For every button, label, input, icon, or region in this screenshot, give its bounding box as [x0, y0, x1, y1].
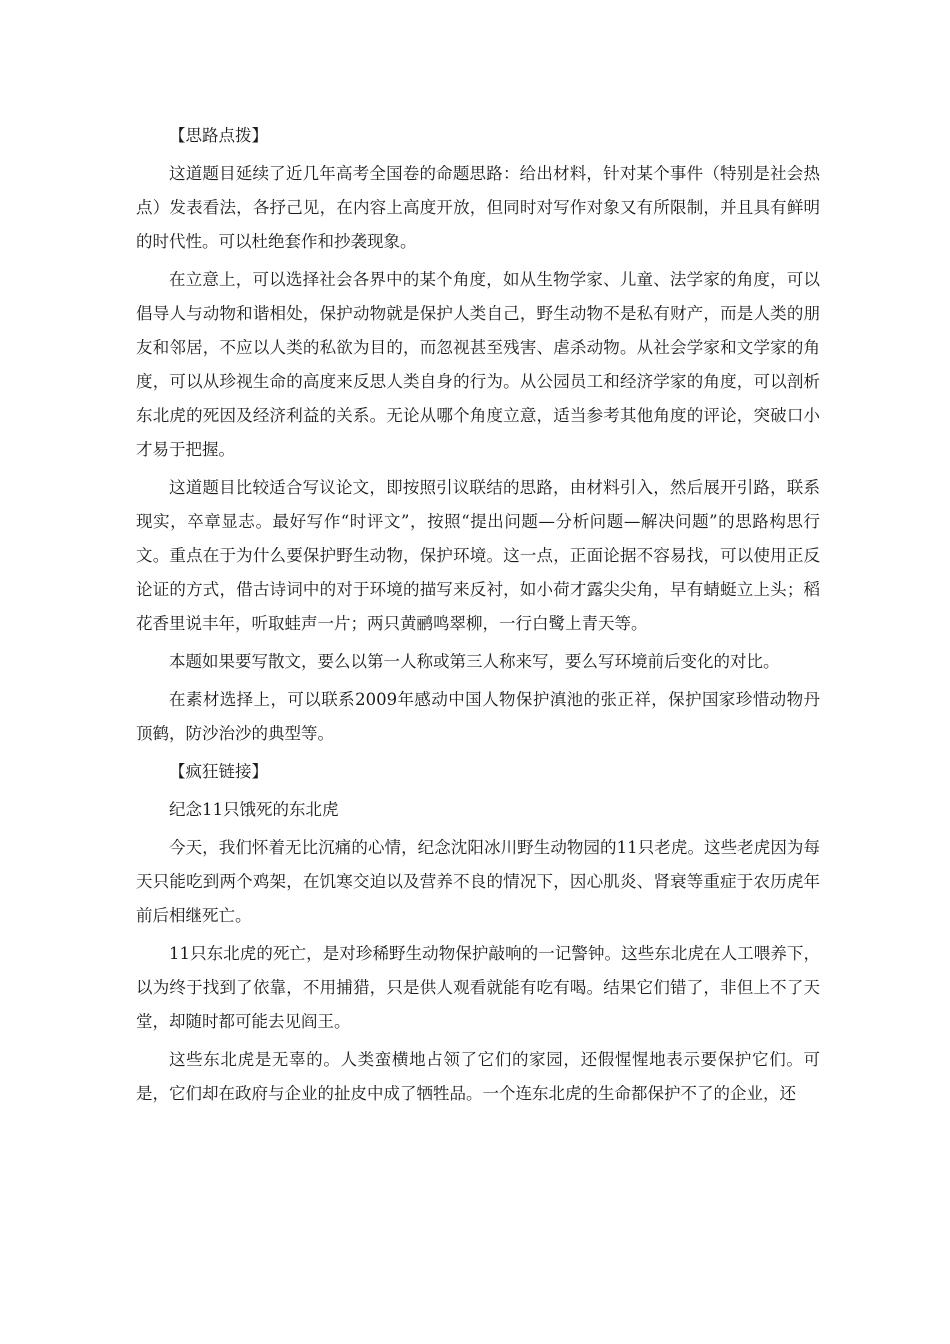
paragraph: 本题如果要写散文，要么以第一人称或第三人称来写，要么写环境前后变化的对比。: [169, 652, 780, 671]
paragraph: 在立意上，可以选择社会各界中的某个角度，如从生物学家、儿童、法学家的角度，可以倡导人与动物和谐相处，保护动物就是保护人类自己，野生动物不是私有财产，而是人类的朋友和邻居，不应以人类的私欲为目的，而忽视甚至残害、虐杀动物。从社会学家和文学家的角度，可以从珍视生命的高度来反思人类自身的行为。从公园员工和经济学家的角度，可以剖析东北虎的死因及经济利益的关系。无论从哪个角度立意，适当参考其他角度的评论，突破口小才易于把握。: [136, 270, 820, 459]
paragraph: 在素材选择上，可以联系2009年感动中国人物保护滇池的张正祥，保护国家珍惜动物丹顶鹤，防沙治沙的典型等。: [136, 690, 820, 743]
section-heading-thinking-tips: 【思路点拨】: [169, 126, 268, 145]
paragraph: 这道题目比较适合写议论文，即按照引议联结的思路，由材料引入，然后展开引路，联系现实，卒章显志。最好写作“时评文”，按照“提出问题—分析问题—解决问题”的思路构思行文。重点在于为什么要保护野生动物，保护环境。这一点，正面论据不容易找，可以使用正反论证的方式，借古诗词中的对于环境的描写来反衬，如小荷才露尖尖角，早有蜻蜓立上头；稻花香里说丰年，听取蛙声一片；两只黄鹂鸣翠柳，一行白鹭上青天等。: [136, 478, 820, 633]
paragraph: 这道题目延续了近几年高考全国卷的命题思路：给出材料，针对某个事件（特别是社会热点）发表看法，各抒己见，在内容上高度开放，但同时对写作对象又有所限制，并且具有鲜明的时代性。可以杜绝套作和抄袭现象。: [136, 164, 820, 251]
paragraph: 今天，我们怀着无比沉痛的心情，纪念沈阳冰川野生动物园的11只老虎。这些老虎因为每天只能吃到两个鸡架，在饥寒交迫以及营养不良的情况下，因心肌炎、肾衰等重症于农历虎年前后相继死亡。: [136, 838, 820, 925]
document-body: [136, 119, 820, 1115]
section-heading-crazy-links: 【疯狂链接】: [169, 762, 268, 781]
paragraph: 这些东北虎是无辜的。人类蛮横地占领了它们的家园，还假惺惺地表示要保护它们。可是，它们却在政府与企业的扯皮中成了牺牲品。一个连东北虎的生命都保护不了的企业，还: [136, 1050, 820, 1103]
paragraph: 11只东北虎的死亡，是对珍稀野生动物保护敲响的一记警钟。这些东北虎在人工喂养下，以为终于找到了依靠，不用捕猎，只是供人观看就能有吃有喝。结果它们错了，非但上不了天堂，却随时都可能去见阎王。: [136, 944, 820, 1031]
article-title: 纪念11只饿死的东北虎: [169, 800, 339, 819]
